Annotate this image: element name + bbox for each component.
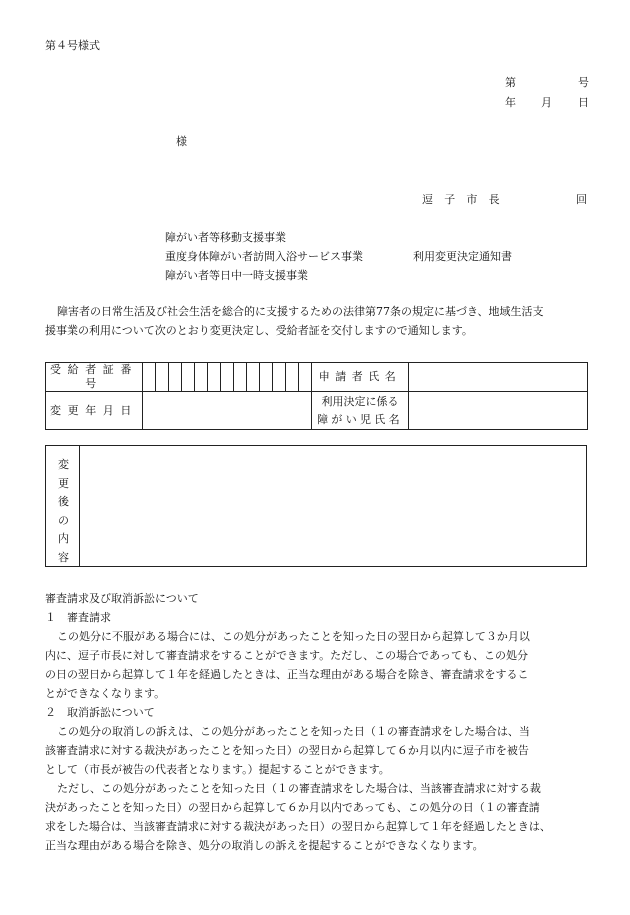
seal-mark: 回 <box>576 193 587 206</box>
appeal-s1-line-4: とができなくなります。 <box>45 687 166 700</box>
intro-line-2: 援事業の利用について次のとおり変更決定し、受給者証を交付しますので通知します。 <box>45 324 473 337</box>
intro-line-1: 障害者の日常生活及び社会生活を総合的に支援するための法律第77条の規定に基づき、地域生活支 <box>57 305 544 318</box>
applicant-name-label: 申請者氏名 <box>312 363 409 392</box>
date-month: 月 <box>541 96 552 109</box>
change-date-cell[interactable] <box>143 392 312 430</box>
service-2: 重度身体障がい者訪問入浴サービス事業 <box>165 250 363 263</box>
appeal-s2-line-3: として（市長が被告の代表者となります。）提起することができます。 <box>45 763 390 776</box>
appeal-s1-line-3: の日の翌日から起算して１年を経過したときは、正当な理由がある場合を除き、審査請求をするこ <box>45 668 529 681</box>
appeal-s2-line-4: ただし、この処分があったことを知った日（１の審査請求をした場合は、当該審査請求に対する裁 <box>57 782 541 795</box>
change-date-label: 変更年月日 <box>46 392 143 430</box>
changed-content-label: 変 更 後 の 内 容 <box>46 446 80 566</box>
doc-no-prefix: 第 <box>505 76 516 89</box>
service-3: 障がい者等日中一時支援事業 <box>165 269 308 282</box>
changed-content-field[interactable] <box>80 446 586 566</box>
date-day: 日 <box>578 96 589 109</box>
info-table <box>45 362 588 430</box>
service-1: 障がい者等移動支援事業 <box>165 231 286 244</box>
form-number: 第４号様式 <box>45 39 100 52</box>
issuer-name: 逗 子 市 長 <box>422 193 504 206</box>
appeal-s2-line-7: 正当な理由がある場合を除き、処分の取消しの訴えを提起することができなくなります。 <box>45 839 484 852</box>
date-year: 年 <box>505 96 516 109</box>
changed-content-box <box>45 445 587 567</box>
appeal-s1-line-1: この処分に不服がある場合には、この処分があったことを知った日の翌日から起算して３か月以 <box>57 630 530 643</box>
appeal-section-2-title: ２ 取消訴訟について <box>45 706 155 719</box>
child-name-label: 利用決定に係る 障がい児氏名 <box>312 392 409 430</box>
appeal-heading: 審査請求及び取消訴訟について <box>45 592 199 605</box>
appeal-s2-line-1: この処分の取消しの訴えは、この処分があったことを知った日（１の審査請求をした場合は、当 <box>57 725 530 738</box>
appeal-s1-line-2: 内に、逗子市長に対して審査請求をすることができます。ただし、この場合であっても、この処分 <box>45 649 529 662</box>
recipient-no-label: 受給者証番号 <box>46 363 143 392</box>
addressee-suffix: 様 <box>176 135 187 148</box>
applicant-name-cell[interactable] <box>409 363 588 392</box>
doc-no-suffix: 号 <box>578 76 589 89</box>
child-name-cell[interactable] <box>409 392 588 430</box>
recipient-no-cell[interactable] <box>143 363 156 392</box>
appeal-section-1-title: １ 審査請求 <box>45 611 111 624</box>
appeal-s2-line-2: 該審査請求に対する裁決があったことを知った日）の翌日から起算して６か月以内に逗子市を被告 <box>45 744 529 757</box>
appeal-s2-line-6: 求をした場合は、当該審査請求に対する裁決があった日）の翌日から起算して１年を経過したときは、 <box>45 820 551 833</box>
appeal-s2-line-5: 決があったことを知った日）の翌日から起算して６か月以内であっても、この処分の日（１の審査請 <box>45 801 540 814</box>
notice-title: 利用変更決定通知書 <box>413 250 512 263</box>
